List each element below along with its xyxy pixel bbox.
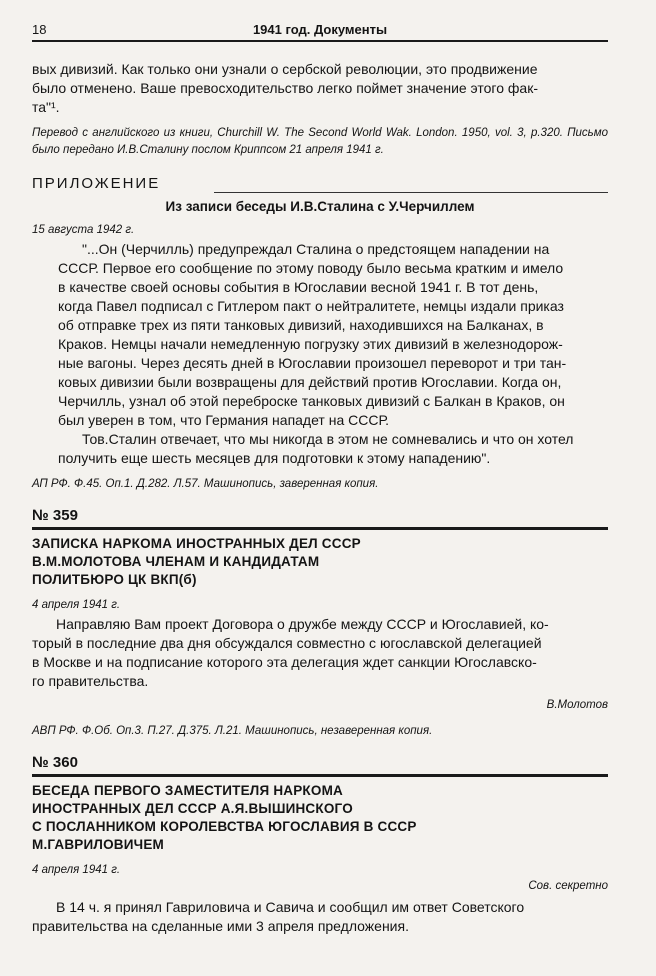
doc-date: 4 апреля 1941 г.: [32, 864, 121, 876]
appendix-heading: ПРИЛОЖЕНИЕ: [32, 175, 161, 192]
appendix-rule: [214, 192, 608, 193]
text-line: в качестве своей основы события в Югославии весной 1941 г. В тот день,: [58, 279, 539, 295]
title-line: ИНОСТРАННЫХ ДЕЛ СССР А.Я.ВЫШИНСКОГО: [32, 801, 353, 816]
text-line: В 14 ч. я принял Гавриловича и Савича и сообщил им ответ Советского: [56, 899, 525, 915]
text-line: был уверен в том, что Германия нападет на СССР.: [58, 412, 390, 428]
doc-classification: Сов. секретно: [528, 880, 608, 892]
doc-number-row: [32, 507, 608, 529]
title-line: В.М.МОЛОТОВА ЧЛЕНАМ И КАНДИДАТАМ: [32, 554, 320, 569]
appendix-heading-row: [32, 175, 608, 195]
title-line: М.ГАВРИЛОВИЧЕМ: [32, 837, 164, 852]
appendix-subheading: Из записи беседы И.В.Сталина с У.Черчиллем: [165, 199, 475, 214]
doc-number: № 360: [32, 754, 78, 771]
document-360: [32, 754, 608, 936]
doc-date: 4 апреля 1941 г.: [32, 599, 121, 611]
text-line: Черчилль, узнал об этой переброске танковых дивизий с Балкан в Краков, он: [58, 393, 565, 409]
doc-body: [32, 615, 608, 691]
text-line: та"¹.: [32, 99, 60, 115]
text-line: когда Павел подписал с Гитлером пакт о нейтралитете, немцы издали приказ: [58, 298, 564, 314]
doc-number-row: [32, 754, 608, 776]
text-line: ковых дивизии были возвращены для действий против Югославии. Когда он,: [58, 374, 562, 390]
text-line: Краков. Немцы начали немедленную погрузку этих дивизий в железнодорож-: [58, 336, 563, 352]
intro-source-note: Перевод с английского из книги, Churchill W. The Second World Wak. London. 1950, vol. 3, p.320. Письмо было передано И.В.Сталину послом Криппсом 21 апреля 1941 г.: [32, 127, 608, 156]
doc-source-note: АВП РФ. Ф.Об. Оп.3. П.27. Д.375. Л.21. Машинопись, незаверенная копия.: [32, 725, 433, 737]
doc-title: [32, 535, 608, 589]
running-title: 1941 год. Документы: [252, 22, 388, 37]
header-rule: [32, 40, 608, 42]
text-line: правительства на сделанные ими 3 апреля предложения.: [32, 918, 409, 934]
text-line: в Москве и на подписание которого эта делегация ждет санкции Югославско-: [32, 654, 537, 670]
text-line: го правительства.: [32, 673, 149, 689]
running-header: [32, 22, 608, 40]
appendix-date: 15 августа 1942 г.: [32, 224, 135, 236]
text-line: вых дивизий. Как только они узнали о сербской революции, это продвижение: [32, 61, 538, 77]
intro-paragraph: [32, 60, 608, 117]
appendix-quote: [58, 240, 608, 468]
text-line: Направляю Вам проект Договора о дружбе между СССР и Югославией, ко-: [56, 616, 549, 632]
title-line: ЗАПИСКА НАРКОМА ИНОСТРАННЫХ ДЕЛ СССР: [32, 536, 361, 551]
text-line: об отправке трех из пяти танковых дивизий, находившихся на Балканах, в: [58, 317, 544, 333]
text-line: получить еще шесть месяцев для подготовки к этому нападению".: [58, 450, 491, 466]
text-line: было отменено. Ваше превосходительство легко поймет значение этого фак-: [32, 80, 539, 96]
title-line: БЕСЕДА ПЕРВОГО ЗАМЕСТИТЕЛЯ НАРКОМА: [32, 783, 343, 798]
doc-rule: [32, 774, 608, 777]
title-line: С ПОСЛАННИКОМ КОРОЛЕВСТВА ЮГОСЛАВИЯ В СССР: [32, 819, 417, 834]
page-number: 18: [32, 22, 47, 37]
text-line: СССР. Первое его сообщение по этому поводу было весьма кратким и имело: [58, 260, 564, 276]
text-line: "...Он (Черчилль) предупреждал Сталина о предстоящем нападении на: [82, 241, 550, 257]
appendix-source-note: АП РФ. Ф.45. Оп.1. Д.282. Л.57. Машинопись, заверенная копия.: [32, 478, 379, 490]
doc-rule: [32, 527, 608, 530]
text-line: торый в последние два дня обсуждался совместно с югославской делегацией: [32, 635, 542, 651]
doc-signature: В.Молотов: [546, 699, 608, 711]
text-line: ные вагоны. Через десять дней в Югославии произошел переворот и три тан-: [58, 355, 567, 371]
page-content: [32, 60, 608, 936]
document-359: [32, 507, 608, 740]
doc-body: [32, 898, 608, 936]
doc-title: [32, 782, 608, 854]
text-line: Тов.Сталин отвечает, что мы никогда в этом не сомневались и что он хотел: [82, 431, 574, 447]
doc-number: № 359: [32, 507, 78, 524]
title-line: ПОЛИТБЮРО ЦК ВКП(б): [32, 572, 197, 587]
